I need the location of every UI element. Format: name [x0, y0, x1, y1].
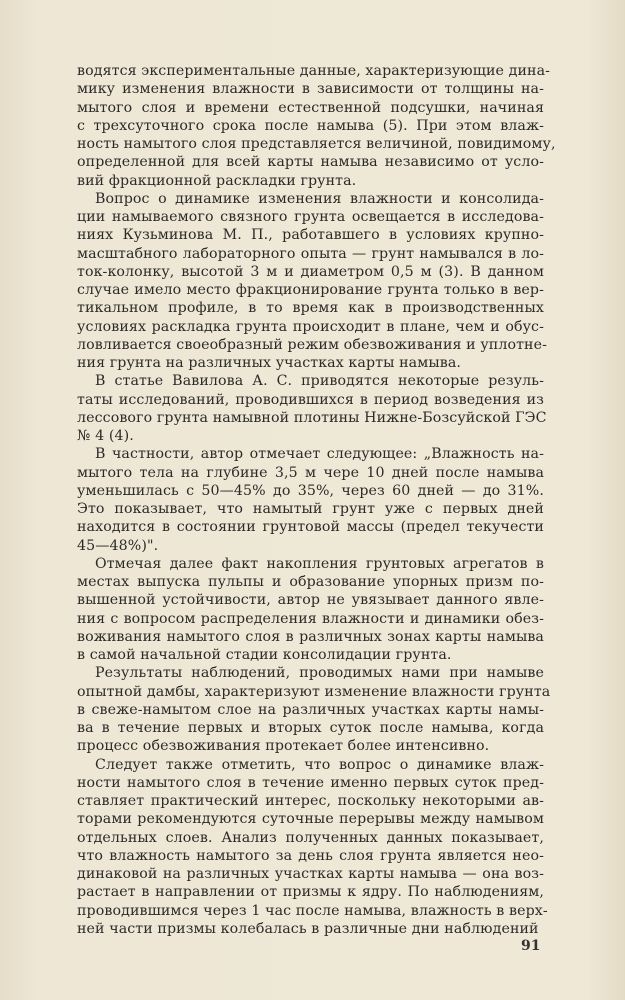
text-line: В частности, автор отмечает следующее: „Влажность на-	[95, 446, 544, 463]
paragraph	[77, 555, 544, 665]
text-line: воживания намытого слоя в различных зонах карты намыва	[77, 628, 544, 645]
text-line: с трехсуточного срока после намыва (5). При этом влаж-	[77, 117, 544, 134]
text-line: ниях Кузьминова М. П., работавшего в условиях крупно-	[77, 227, 544, 244]
text-line: мытого тела на глубине 3,5 м чере 10 дней после намыва	[77, 464, 544, 481]
text-line: торами рекомендуются суточные перерывы между намывом	[77, 811, 544, 828]
text-line: Вопрос о динамике изменения влажности и консолида-	[95, 190, 544, 207]
text-line: случае имело место фракционирование грунта только в вер-	[77, 282, 544, 298]
text-line: условиях раскладка грунта происходит в плане, чем и обус-	[77, 318, 544, 335]
text-line: динаковой на различных участках карты намыва — она воз-	[77, 866, 544, 882]
text-line: В статье Вавилова А. С. приводятся некоторые резуль-	[95, 373, 544, 390]
text-line: что влажность намытого за день слоя грунта является нео-	[77, 847, 544, 864]
text-line: ности намытого слоя в течение именно первых суток пред-	[77, 774, 544, 791]
text-line: ней части призмы колебалась в различные дни наблюдений	[77, 920, 539, 937]
text-line: ва в течение первых и вторых суток после намыва, когда	[77, 720, 544, 736]
text-line: ловливается своеобразный режим обезвоживания и уплотне-	[77, 336, 547, 353]
text-line: ции намываемого связного грунта освещается в исследова-	[77, 209, 544, 225]
paragraph	[77, 190, 547, 373]
text-line: в свеже-намытом слое на различных участках карты намы-	[77, 701, 544, 718]
text-line: Следует также отметить, что вопрос о динамике влаж-	[95, 756, 544, 773]
paragraph	[77, 372, 547, 445]
page-number: 91	[521, 938, 541, 954]
text-line: Это показывает, что намытый грунт уже с первых дней	[77, 501, 544, 517]
text-line: уменьшилась с 50—45% до 35%, через 60 дней — до 31%.	[77, 482, 544, 499]
text-line: 45—48%)".	[77, 537, 159, 554]
text-line: мытого слоя и времени естественной подсушки, начиная	[77, 99, 544, 116]
text-line: определенной для всей карты намыва независимо от усло-	[77, 154, 544, 171]
text-line: Отмечая далее факт накопления грунтовых агрегатов в	[95, 555, 544, 572]
paragraph	[77, 756, 548, 939]
text-line: ния с вопросом распределения влажности и динамики обез-	[77, 610, 544, 627]
paragraph	[77, 62, 556, 190]
text-line: местах выпуска пульпы и образование упорных призм по-	[77, 574, 544, 590]
text-line: опытной дамбы, характеризуют изменение влажности грунта	[77, 683, 551, 700]
text-line: вий фракционной раскладки грунта.	[77, 172, 357, 189]
text-line: № 4 (4).	[77, 428, 134, 444]
text-line: растает в направлении от призмы к ядру. По наблюдениям,	[77, 884, 544, 901]
text-line: отдельных слоев. Анализ полученных данных показывает,	[77, 829, 544, 846]
text-line: ставляет практический интерес, поскольку некоторыми ав-	[77, 793, 544, 809]
text-line: водятся экспериментальные данные, характеризующие дина-	[77, 63, 551, 79]
text-line: лессового грунта намывной плотины Нижне-Бозсуйской ГЭС	[77, 409, 547, 426]
text-line: масштабного лабораторного опыта — грунт намывался в ло-	[77, 245, 544, 262]
text-line: ность намытого слоя представляется величиной, повидимому,	[77, 136, 556, 152]
text-line: ток-колонку, высотой 3 м и диаметром 0,5 м (3). В данном	[77, 263, 544, 280]
text-line: мику изменения влажности в зависимости от толщины на-	[77, 81, 544, 98]
text-line: в самой начальной стадии консолидации грунта.	[77, 647, 452, 663]
text-line: ния грунта на различных участках карты намыва.	[77, 355, 461, 371]
text-line: вышенной устойчивости, автор не увязывает данного явле-	[77, 592, 544, 609]
paragraph	[77, 445, 544, 555]
text-line: находится в состоянии грунтовой массы (предел текучести	[77, 519, 544, 536]
text-line: таты исследований, проводившихся в период возведения из	[77, 391, 544, 408]
text-line: тикальном профиле, в то время как в производственных	[77, 300, 544, 317]
text-line: проводившимся через 1 час после намыва, влажность в верх-	[77, 902, 548, 919]
text-line: процесс обезвоживания протекает более интенсивно.	[77, 738, 490, 755]
paragraph	[77, 664, 551, 755]
body-text	[77, 62, 556, 938]
text-line: Результаты наблюдений, проводимых нами при намыве	[95, 665, 544, 682]
